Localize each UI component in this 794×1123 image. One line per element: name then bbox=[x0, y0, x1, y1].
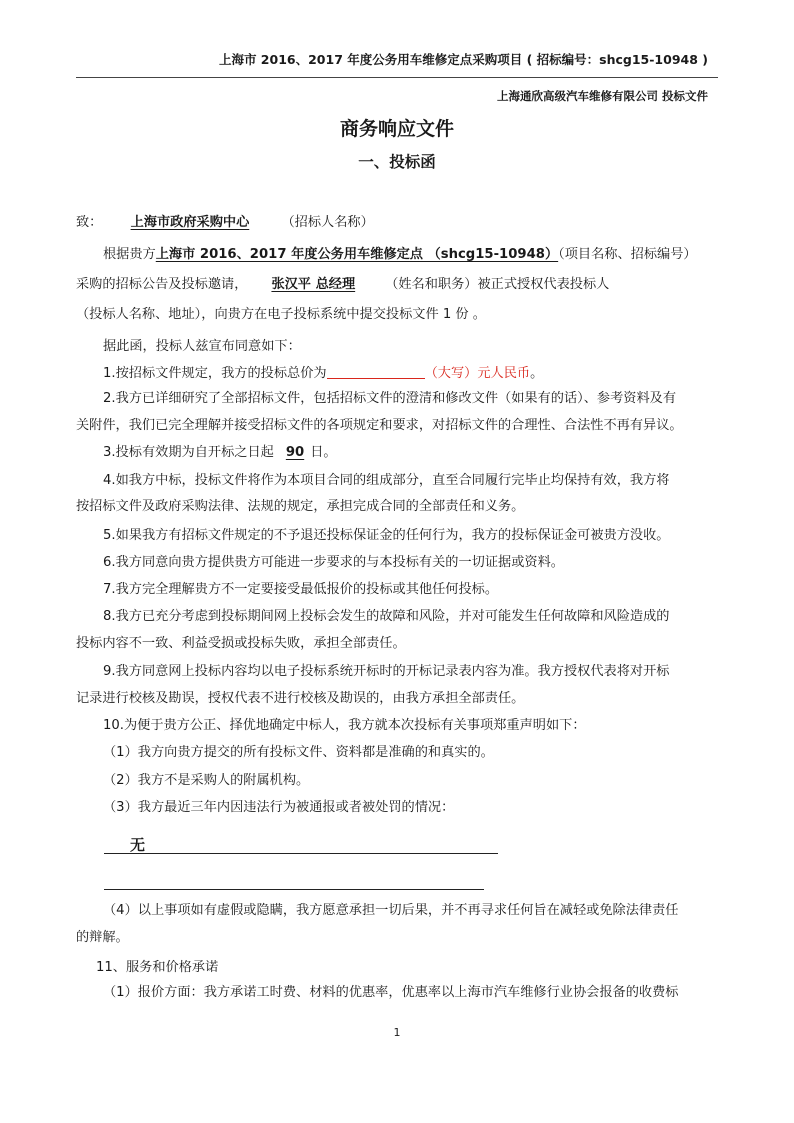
item-10-4-line1: （4）以上事项如有虚假或隐瞒，我方愿意承担一切后果，并不再寻求任何旨在减轻或免除法律责任 bbox=[103, 903, 679, 918]
header-rule bbox=[76, 77, 718, 78]
page-number: 1 bbox=[393, 1026, 401, 1039]
item-8-line1: 8.我方已充分考虑到投标期间网上投标会发生的故障和风险，并对可能发生任何故障和风险造成的 bbox=[103, 609, 670, 624]
item-10-1: （1）我方向贵方提交的所有投标文件、资料都是准确的和真实的。 bbox=[103, 745, 494, 760]
item-1-text: 1.按招标文件规定，我方的投标总价为 bbox=[103, 366, 327, 381]
para1-line1 bbox=[103, 246, 697, 264]
item-2-line1: 2.我方已详细研究了全部招标文件，包括招标文件的澄清和修改文件（如果有的话）、参考资料及有 bbox=[103, 391, 677, 406]
addressee-name: 上海市政府采购中心 bbox=[130, 215, 250, 230]
item-10-3: （3）我方最近三年内因违法行为被通报或者被处罚的情况： bbox=[103, 800, 455, 815]
item-8-line2: 投标内容不一致、利益受损或投标失败，承担全部责任。 bbox=[76, 636, 406, 651]
item-10-4-line2: 的辩解。 bbox=[76, 930, 129, 945]
para1-line3: （投标人名称、地址），向贵方在电子投标系统中提交投标文件 1 份 。 bbox=[76, 307, 486, 322]
item-1-period: 。 bbox=[530, 366, 544, 381]
item-10: 10.为便于贵方公正、择优地确定中标人，我方就本次投标有关事项郑重声明如下： bbox=[103, 718, 586, 733]
addressee-suffix: （招标人名称） bbox=[281, 215, 374, 230]
item-11-1: （1）报价方面：我方承诺工时费、材料的优惠率，优惠率以上海市汽车维修行业协会报备的收费标 bbox=[103, 985, 679, 1000]
answer-rule-1 bbox=[104, 853, 498, 854]
para1-text-d: （姓名和职务）被正式授权代表投标人 bbox=[385, 277, 610, 292]
item-3 bbox=[103, 444, 337, 462]
page-title: 商务响应文件 bbox=[339, 118, 454, 140]
validity-days: 90 bbox=[285, 445, 305, 460]
item-9-line1: 9.我方同意网上投标内容均以电子投标系统开标时的开标记录表内容为准。我方授权代表将对开标 bbox=[103, 664, 670, 679]
item-9-line2: 记录进行校核及勘误，授权代表不进行校核及勘误的，由我方承担全部责任。 bbox=[76, 691, 525, 706]
item-5: 5.如果我方有招标文件规定的不予退还投标保证金的任何行为，我方的投标保证金可被贵方没收。 bbox=[103, 528, 670, 543]
representative-name: 张汉平 总经理 bbox=[271, 277, 356, 292]
item-4-line1: 4.如我方中标，投标文件将作为本项目合同的组成部分，直至合同履行完毕止均保持有效，我方将 bbox=[103, 473, 670, 488]
para1-text-a: 根据贵方 bbox=[103, 247, 156, 262]
para2: 据此函，投标人兹宣布同意如下： bbox=[103, 339, 301, 354]
para1-line2 bbox=[76, 276, 609, 294]
header-company: 上海通欣高级汽车维修有限公司 投标文件 bbox=[496, 89, 708, 103]
item-1 bbox=[103, 364, 543, 383]
item-1-red-text: （大写）元人民币 bbox=[424, 366, 531, 381]
violation-answer: 无 bbox=[130, 836, 146, 854]
item-11: 11、服务和价格承诺 bbox=[96, 960, 219, 975]
item-3-text: 3.投标有效期为自开标之日起 bbox=[103, 445, 274, 460]
item-7: 7.我方完全理解贵方不一定要接受最低报价的投标或其他任何投标。 bbox=[103, 582, 499, 597]
addressee-prefix: 致： bbox=[76, 215, 103, 230]
item-10-2: （2）我方不是采购人的附属机构。 bbox=[103, 773, 310, 788]
para1-text-b: （项目名称、招标编号） bbox=[558, 247, 697, 262]
total-price-blank bbox=[327, 364, 425, 379]
addressee-line bbox=[76, 214, 374, 232]
section-title: 一、投标函 bbox=[358, 152, 436, 171]
project-name: 上海市 2016、2017 年度公务用车维修定点 （shcg15-10948） bbox=[155, 247, 559, 262]
header-project: 上海市 2016、2017 年度公务用车维修定点采购项目 ( 招标编号：shcg15-10948 ) bbox=[218, 52, 708, 67]
answer-rule-2 bbox=[104, 889, 484, 890]
para1-text-c: 采购的招标公告及投标邀请， bbox=[76, 277, 248, 292]
item-6: 6.我方同意向贵方提供贵方可能进一步要求的与本投标有关的一切证据或资料。 bbox=[103, 555, 564, 570]
item-3-suffix: 日。 bbox=[310, 445, 337, 460]
item-4-line2: 按招标文件及政府采购法律、法规的规定，承担完成合同的全部责任和义务。 bbox=[76, 499, 525, 514]
item-2-line2: 关附件，我们已完全理解并接受招标文件的各项规定和要求，对招标文件的合理性、合法性不再有异议。 bbox=[76, 418, 683, 433]
